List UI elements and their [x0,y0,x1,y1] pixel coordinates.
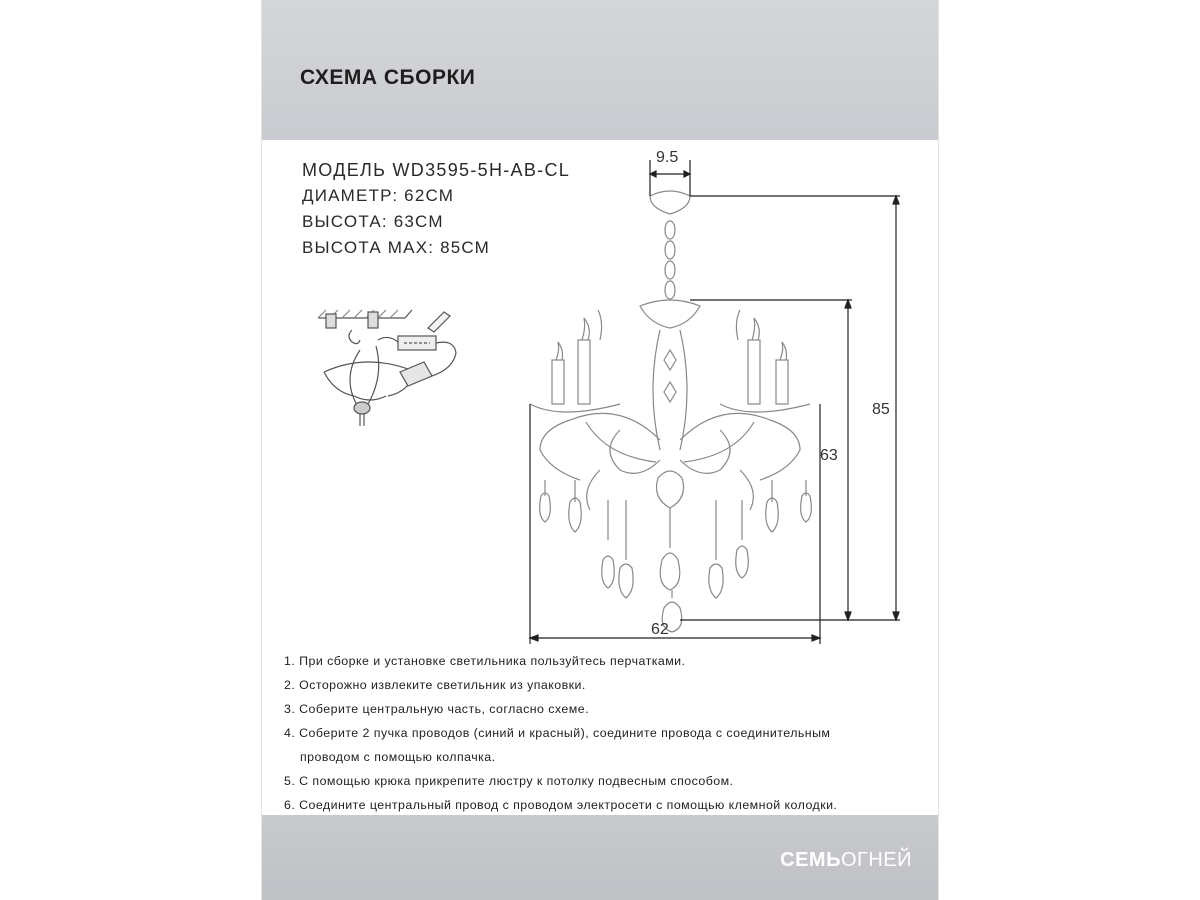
footer-band [262,815,938,900]
dim-height-max-label: 85 [872,401,890,418]
spec-height: ВЫСОТА: 63СМ [302,212,444,231]
step-1: 1. При сборке и установке светильника пользуйтесь перчатками. [284,654,686,668]
dimension-lines [530,160,900,644]
chandelier-drawing [530,191,811,632]
spec-height-max: ВЫСОТА МАХ: 85СМ [302,238,491,257]
page-title: СХЕМА СБОРКИ [300,66,476,89]
dim-width-label: 62 [651,621,669,638]
brand-bold: СЕМЬ [780,849,841,871]
spec-diameter: ДИАМЕТР: 62СМ [302,186,455,205]
dim-top-label: 9.5 [656,149,679,166]
step-6: 6. Соедините центральный провод с проводом электросети с помощью клемной колодки. [284,798,838,812]
step-4-continued: проводом с помощью колпачка. [300,750,496,764]
step-2: 2. Осторожно извлеките светильник из упаковки. [284,678,586,692]
brand-light: ОГНЕЙ [840,849,912,871]
spec-model: МОДЕЛЬ WD3595-5H-AB-CL [302,160,571,180]
brand-logo [780,849,912,872]
step-4: 4. Соберите 2 пучка проводов (синий и красный), соедините провода с соединительным [284,726,831,740]
assembly-steps [284,651,934,819]
step-5: 5. С помощью крюка прикрепите люстру к потолку подвесным способом. [284,774,734,788]
step-3: 3. Соберите центральную часть, согласно схеме. [284,702,589,716]
wiring-illustration [318,310,456,426]
dim-height-label: 63 [820,447,838,464]
